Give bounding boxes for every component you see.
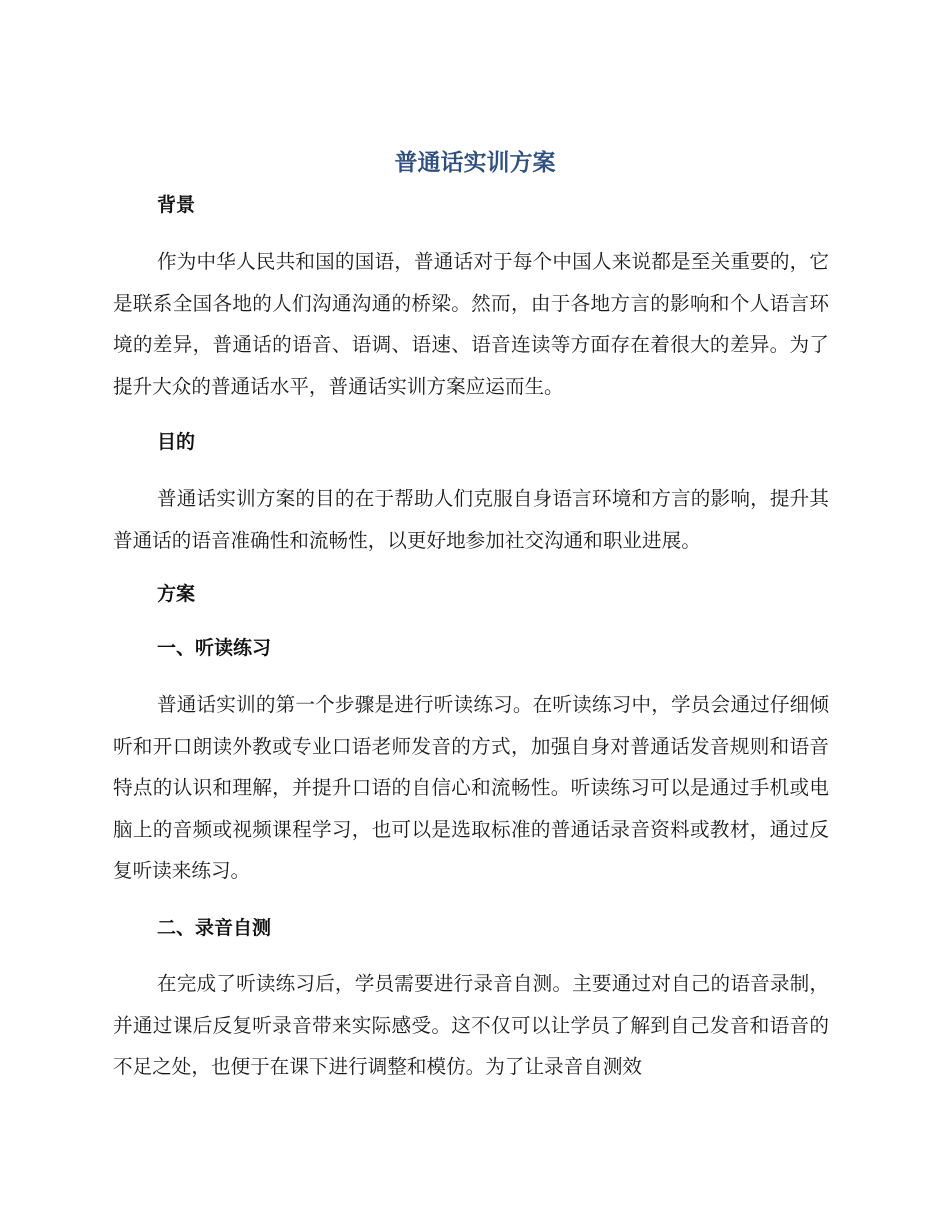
document-title: 普通话实训方案 — [394, 150, 556, 176]
heading-recording: 二、录音自测 — [157, 917, 272, 939]
heading-purpose: 目的 — [157, 431, 196, 453]
paragraph-purpose: 普通话实训方案的目的在于帮助人们克服自身语言环境和方言的影响，提升其普通话的语音准确性和流畅性，以更好地参加社交沟通和职业进展。 — [113, 487, 829, 552]
heading-background: 背景 — [157, 194, 196, 216]
heading-plan: 方案 — [157, 583, 196, 605]
heading-listening: 一、听读练习 — [157, 637, 272, 659]
paragraph-background: 作为中华人民共和国的国语，普通话对于每个中国人来说都是至关重要的，它是联系全国各地的人们沟通沟通的桥梁。然而，由于各地方言的影响和个人语言环境的差异，普通话的语音、语调、语速、语音连读等方面存在着很大的差异。为了提升大众的普通话水平，普通话实训方案应运而生。 — [113, 250, 829, 398]
paragraph-recording: 在完成了听读练习后，学员需要进行录音自测。主要通过对自己的语音录制，并通过课后反复听录音带来实际感受。这不仅可以让学员了解到自己发音和语音的不足之处，也便于在课下进行调整和模仿。为了让录音自测效 — [113, 972, 829, 1078]
paragraph-listening: 普通话实训的第一个步骤是进行听读练习。在听读练习中，学员会通过仔细倾听和开口朗读外教或专业口语老师发音的方式，加强自身对普通话发音规则和语音特点的认识和理解，并提升口语的自信心和流畅性。听读练习可以是通过手机或电脑上的音频或视频课程学习，也可以是选取标准的普通话录音资料或教材，通过反复听读来练习。 — [113, 693, 829, 882]
